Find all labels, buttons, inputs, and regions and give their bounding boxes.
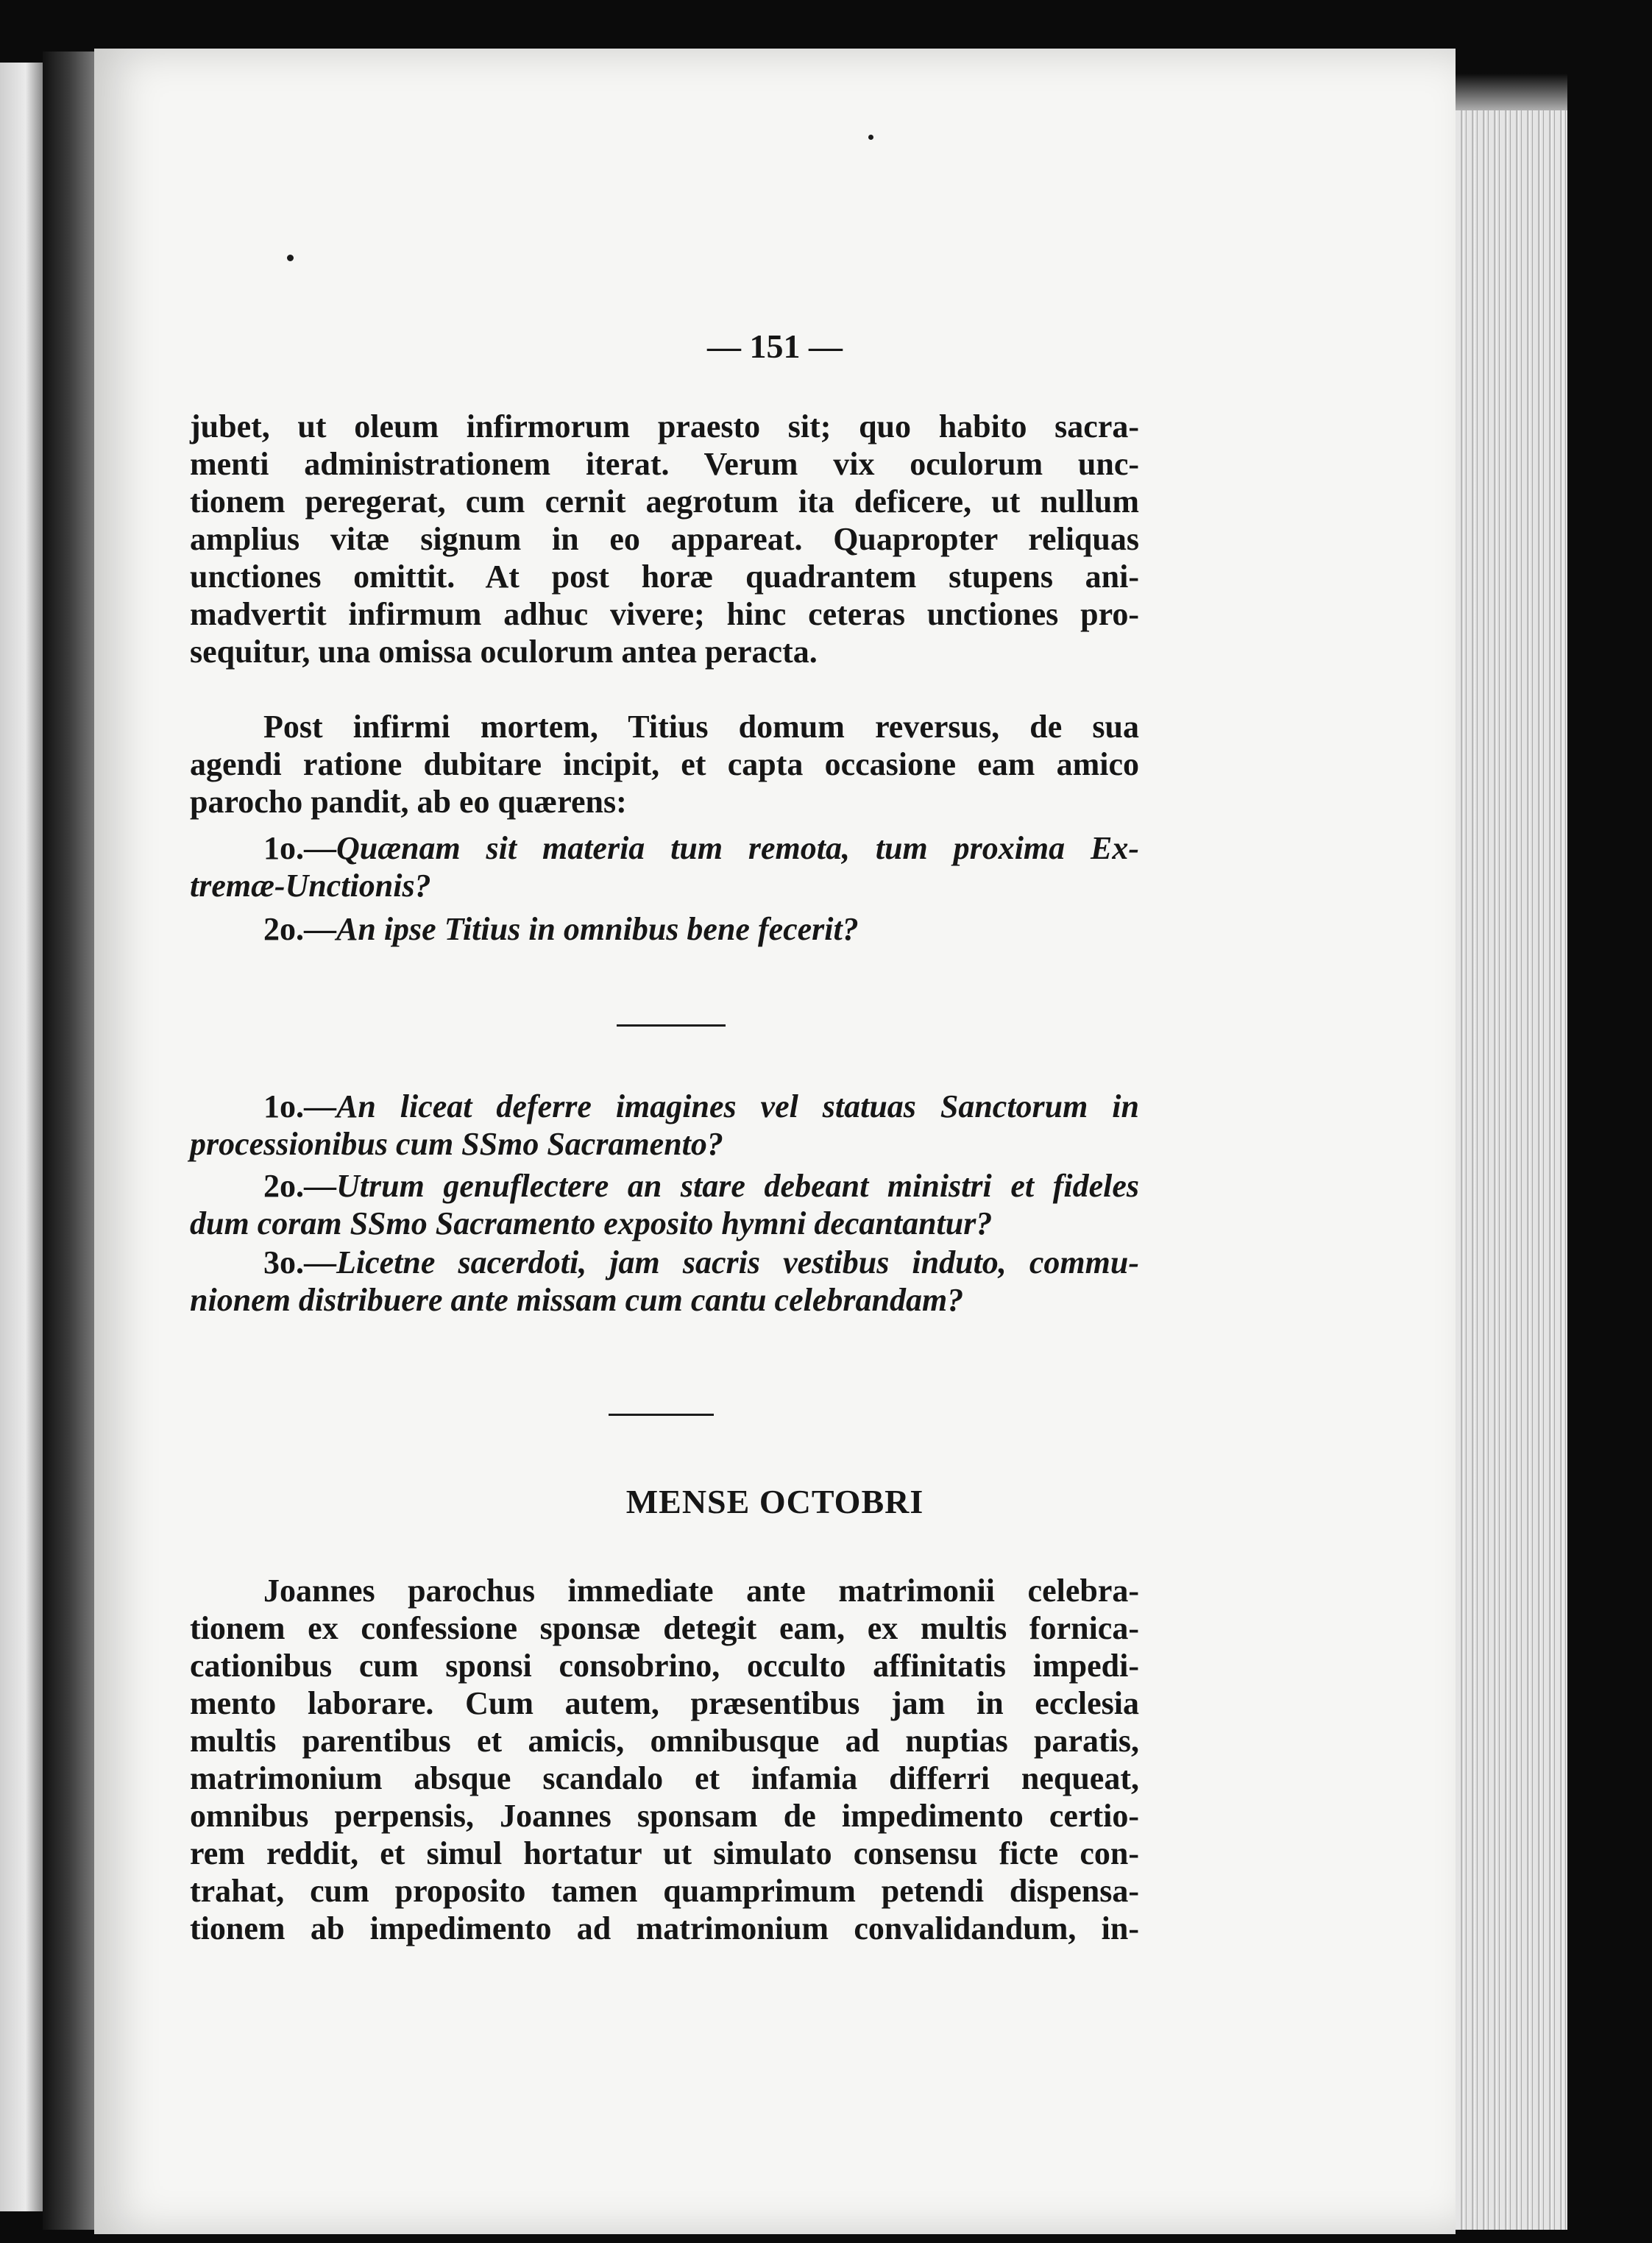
page-number: — 151 — <box>707 327 843 365</box>
page-stack-edges <box>1456 110 1567 2230</box>
text-line: amplius vitæ signum in eo appareat. Quapropter reliquas <box>190 521 1139 557</box>
question-number: 1o.— <box>263 1088 336 1124</box>
question-text: Quænam sit materia tum remota, tum proxima Ex- <box>336 830 1139 866</box>
text-line: Joannes parochus immediate ante matrimonii celebra- <box>263 1573 1139 1609</box>
question-2-3 <box>190 1244 1139 1319</box>
text-line: Post infirmi mortem, Titius domum reversus, de sua <box>263 709 1139 745</box>
question-1-1 <box>190 829 1139 904</box>
question-number: 2o.— <box>263 1168 336 1204</box>
section-heading: MENSE OCTOBRI <box>625 1483 924 1520</box>
text-line <box>190 910 1139 948</box>
paragraph-case-continued <box>190 408 1139 670</box>
text-line: matrimonium absque scandalo et infamia differri nequeat, <box>190 1760 1139 1796</box>
scan-speck <box>868 135 873 140</box>
question-number: 2o.— <box>263 911 336 947</box>
text-line: sequitur, una omissa oculorum antea peracta. <box>190 634 818 670</box>
question-text: tremæ-Unctionis? <box>190 868 431 904</box>
question-text: Licetne sacerdoti, jam sacris vestibus induto, commu- <box>336 1244 1139 1280</box>
text-line: madvertit infirmum adhuc vivere; hinc ceteras unctiones pro- <box>190 596 1139 632</box>
text-line: tionem ex confessione sponsæ detegit eam, ex multis fornica- <box>190 1610 1139 1646</box>
text-line: trahat, cum proposito tamen quamprimum petendi dispensa- <box>190 1873 1139 1909</box>
text-line: tionem peregerat, cum cernit aegrotum ita deficere, ut nullum <box>190 483 1139 520</box>
question-text: nionem distribuere ante missam cum cantu celebrandam? <box>190 1282 964 1318</box>
question-text: processionibus cum SSmo Sacramento? <box>190 1126 723 1162</box>
question-2-2 <box>190 1167 1139 1242</box>
question-1-2 <box>190 910 1139 948</box>
left-page-edge <box>0 63 43 2211</box>
question-2-1 <box>190 1088 1139 1163</box>
text-line: tionem ab impedimento ad matrimonium convalidandum, in- <box>190 1910 1139 1946</box>
text-line: jubet, ut oleum infirmorum praesto sit; quo habito sacra- <box>190 408 1139 444</box>
text-line: unctiones omittit. At post horæ quadrantem stupens ani- <box>190 559 1139 595</box>
text-line: agendi ratione dubitare incipit, et capta occasione eam amico <box>190 746 1139 782</box>
question-number: 1o.— <box>263 830 336 866</box>
section-divider <box>617 1024 726 1027</box>
section-divider <box>609 1414 714 1416</box>
scan-speck <box>287 255 294 261</box>
book-gutter <box>43 52 94 2230</box>
text-line <box>190 829 1139 867</box>
text-line: cationibus cum sponsi consobrino, occulto affinitatis impedi- <box>190 1648 1139 1684</box>
text-line <box>190 1244 1139 1281</box>
text-line: multis parentibus et amicis, omnibusque ad nuptias paratis, <box>190 1723 1139 1759</box>
paragraph-mense-octobri <box>190 1572 1139 1947</box>
text-line: parocho pandit, ab eo quærens: <box>190 784 627 820</box>
text-line: rem reddit, et simul hortatur ut simulato consensu ficte con- <box>190 1835 1139 1871</box>
text-line <box>190 1088 1139 1125</box>
text-line <box>190 1167 1139 1205</box>
question-number: 3o.— <box>263 1244 336 1280</box>
text-line: omnibus perpensis, Joannes sponsam de impedimento certio- <box>190 1798 1139 1834</box>
question-text: An liceat deferre imagines vel statuas Sanctorum in <box>336 1088 1139 1124</box>
question-text: An ipse Titius in omnibus bene fecerit? <box>336 911 859 947</box>
paragraph-post-mortem <box>190 708 1139 821</box>
question-text: Utrum genuflectere an stare debeant ministri et fideles <box>336 1168 1139 1204</box>
text-line: mento laborare. Cum autem, præsentibus jam in ecclesia <box>190 1685 1139 1721</box>
question-text: dum coram SSmo Sacramento exposito hymni decantantur? <box>190 1205 993 1241</box>
text-line: menti administrationem iterat. Verum vix oculorum unc- <box>190 446 1139 482</box>
